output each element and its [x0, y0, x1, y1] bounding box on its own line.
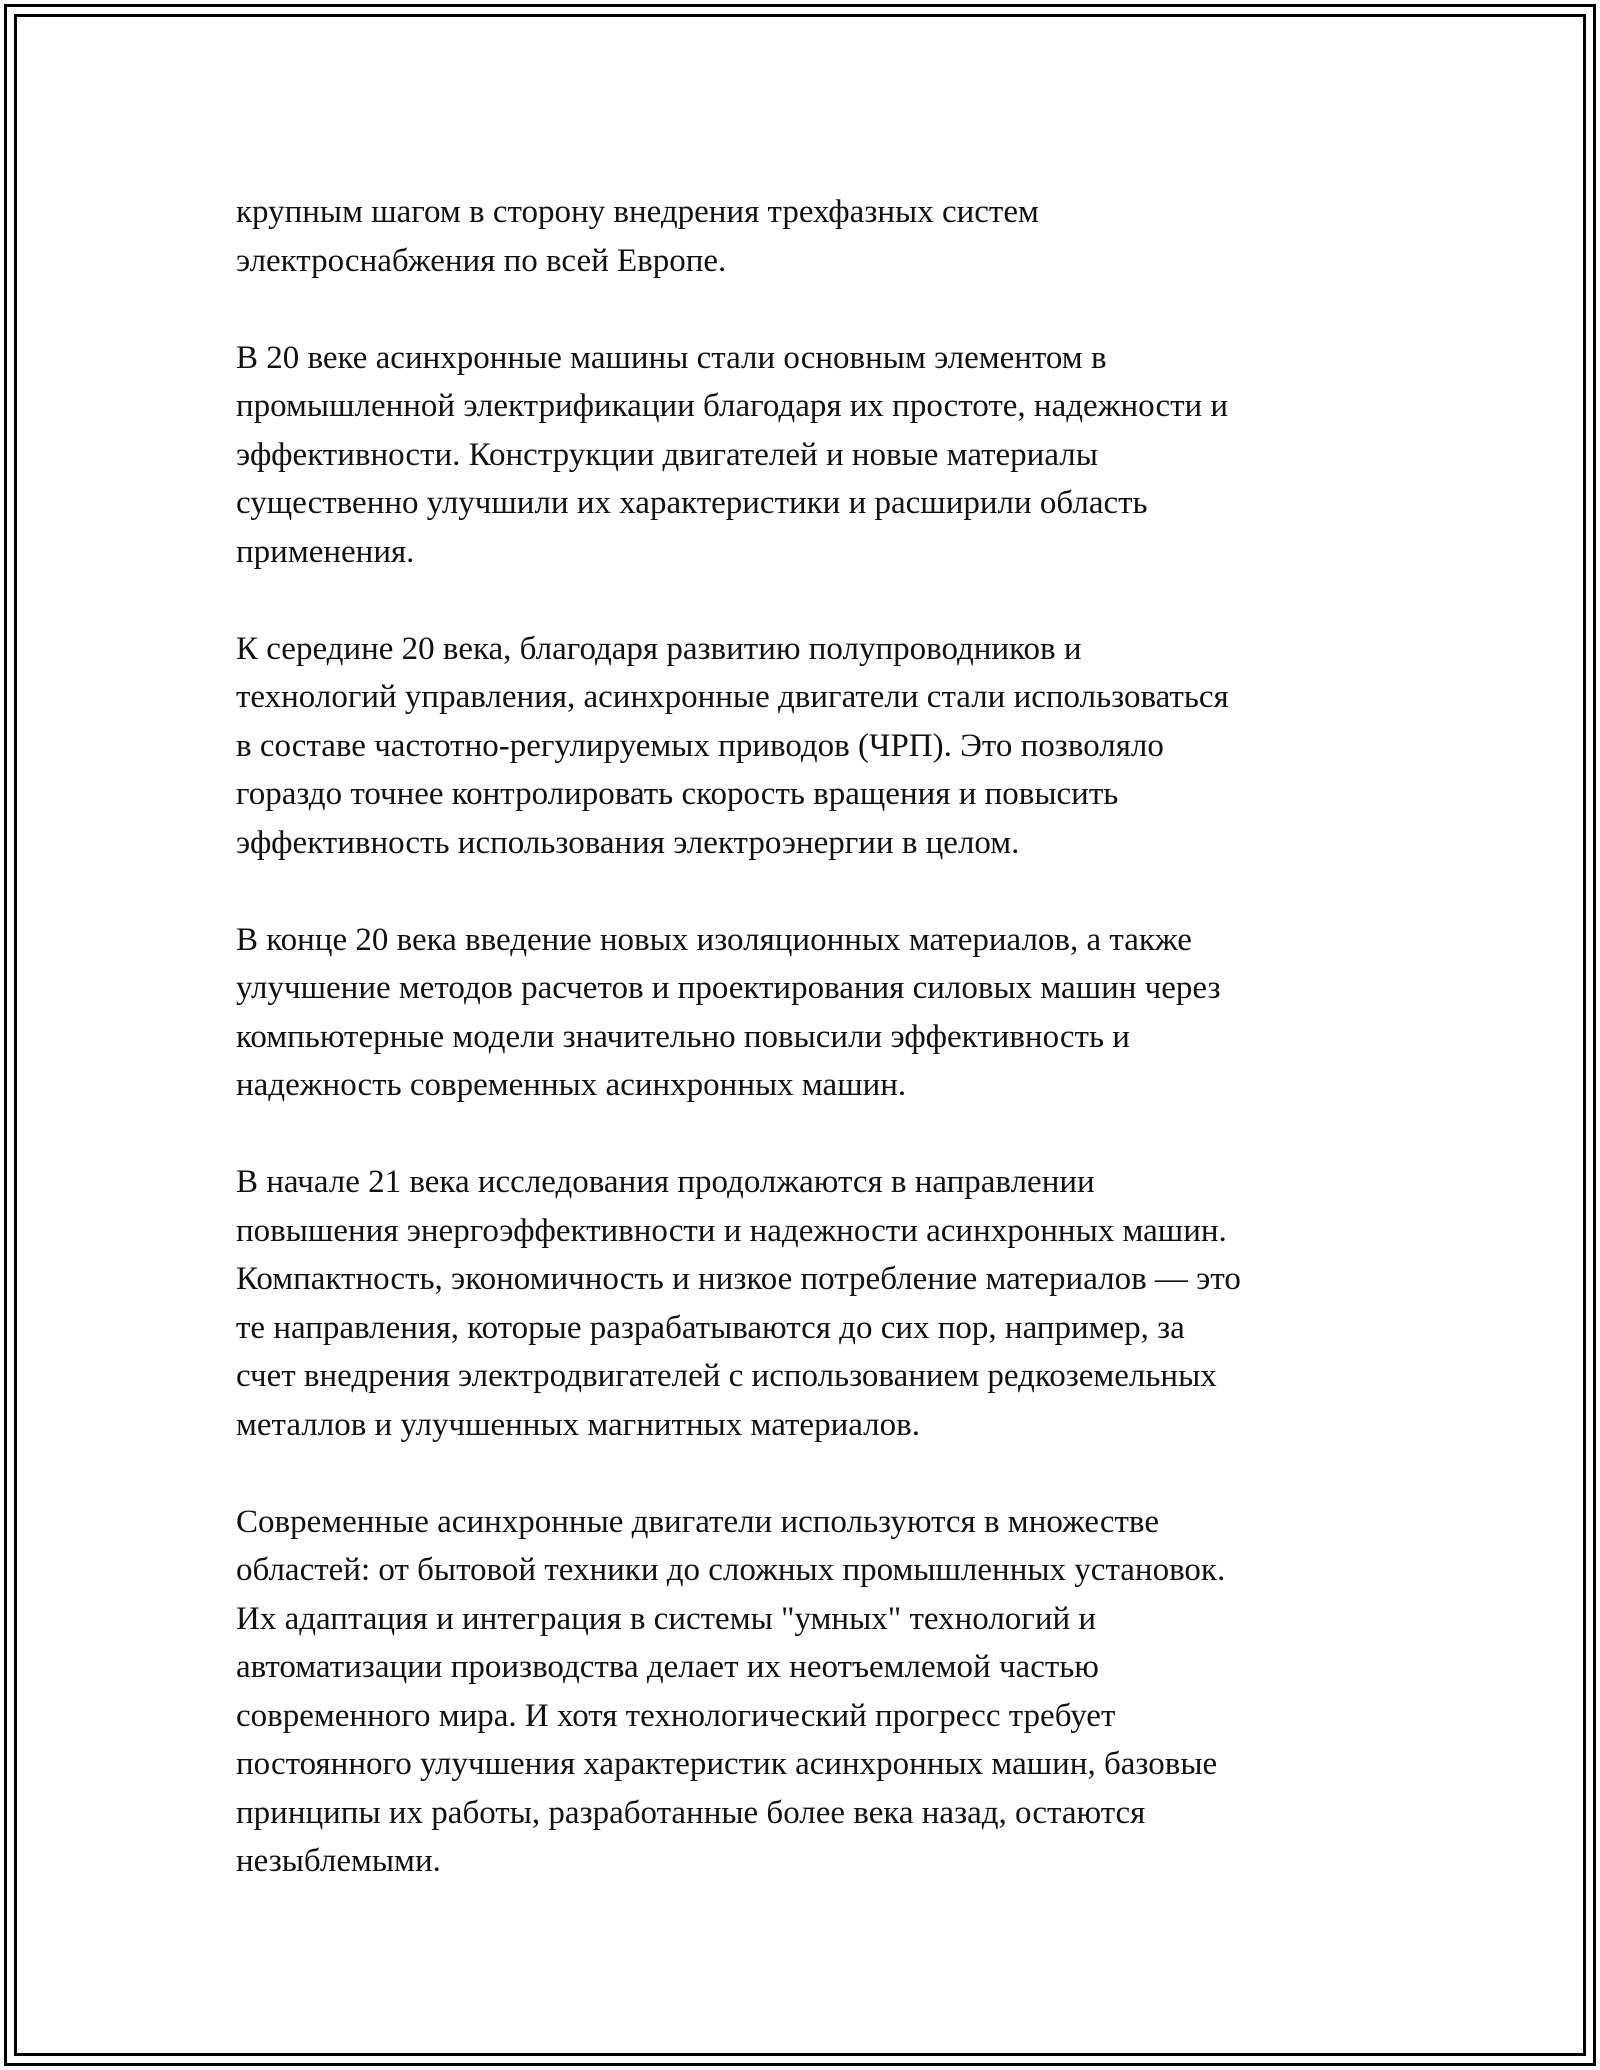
- paragraph-2: В 20 веке асинхронные машины стали основным элементом в промышленной электрификации благодаря их простоте, надежности и эффективности. Конструкции двигателей и новые материалы существенно улучшили их характеристики и расширили область применения.: [236, 339, 1229, 570]
- paragraph-1: крупным шагом в сторону внедрения трехфазных систем электроснабжения по всей Европе.: [236, 194, 1039, 279]
- paragraph-3: К середине 20 века, благодаря развитию полупроводников и технологий управления, асинхронные двигатели стали использоваться в составе частотно-регулируемых приводов (ЧРП). Это позволяло гораздо точнее контролировать скорость вращения и повысить эффективность использования электроэнергии в целом.: [236, 630, 1229, 861]
- paragraph-5: В начале 21 века исследования продолжаются в направлении повышения энергоэффективности и надежности асинхронных машин. Компактность, экономичность и низкое потребление материалов — это те направления, которые разрабатываются до сих пор, например, за счет внедрения электродвигателей с использованием редкоземельных металлов и улучшенных магнитных материалов.: [236, 1164, 1241, 1443]
- document-body: [236, 188, 1416, 1886]
- paragraph-6: Современные асинхронные двигатели используются в множестве областей: от бытовой техники до сложных промышленных установок. Их адаптация и интеграция в системы "умных" технологий и автоматизации производства делает их неотъемлемой частью современного мира. И хотя технологический прогресс требует постоянного улучшения характеристик асинхронных машин, базовые принципы их работы, разработанные более века назад, остаются незыблемыми.: [236, 1503, 1226, 1879]
- paragraph-4: В конце 20 века введение новых изоляционных материалов, а также улучшение методов расчетов и проектирования силовых машин через компьютерные модели значительно повысили эффективность и надежность современных асинхронных машин.: [236, 921, 1221, 1103]
